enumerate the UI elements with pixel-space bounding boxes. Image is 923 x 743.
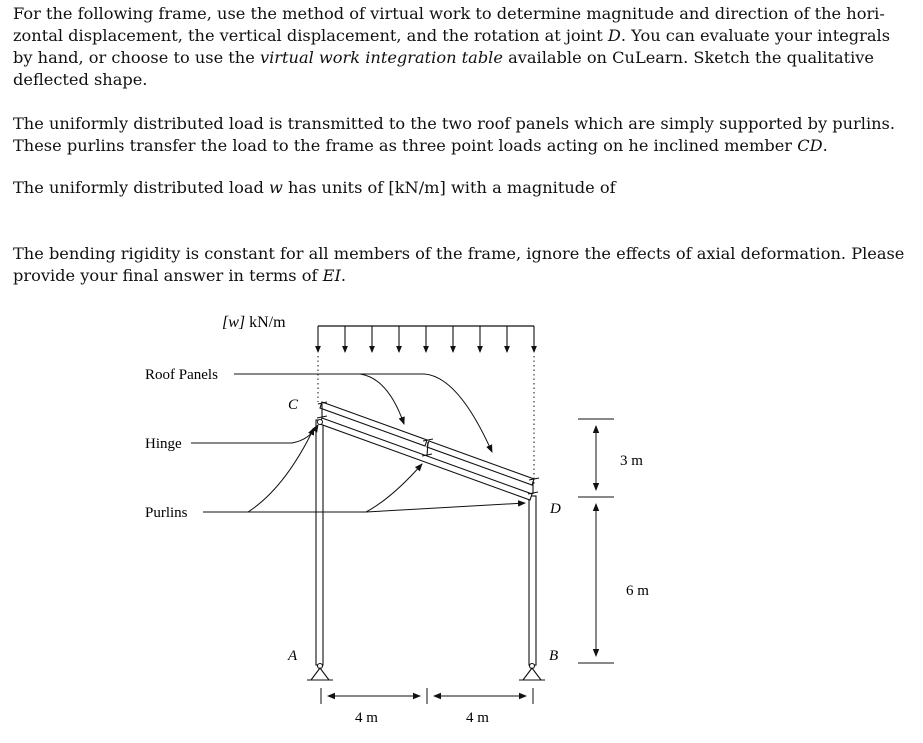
column-ac — [316, 420, 323, 665]
p1-line-4: deflected shape. — [13, 70, 148, 89]
roof-panels-leader-1 — [234, 374, 404, 424]
purlins-leader-1 — [203, 428, 314, 512]
integration-table-ref: virtual work integration table — [259, 48, 503, 67]
p1-line-2-a: zontal displacement, the vertical displacement, and the rotation at joint — [13, 26, 608, 45]
joint-d-ref: D — [607, 26, 621, 45]
p2-line-1: The uniformly distributed load is transmitted to the two roof panels which are simply supported by purlins. — [13, 114, 896, 133]
horizontal-dimensions — [321, 688, 533, 704]
purlins-label: Purlins — [145, 505, 188, 521]
ei-symbol: EI — [322, 266, 341, 285]
joint-a-label: A — [288, 648, 298, 664]
support-b — [519, 664, 545, 681]
p1-line-3-c: available on CuLearn. Sketch the qualitative — [502, 48, 875, 67]
hinge-c — [318, 420, 323, 425]
joint-d-label: D — [550, 501, 561, 517]
roof-panels-label: Roof Panels — [145, 367, 218, 383]
column-ac-body — [316, 420, 323, 665]
p4-line-2-c: . — [340, 266, 346, 285]
p2-line-2-a: These purlins transfer the load to the frame as three point loads acting on he inclined member — [13, 136, 798, 155]
joint-c-label: C — [288, 397, 299, 413]
column-bd-body — [529, 496, 536, 665]
vertical-dimensions — [578, 419, 614, 663]
joint-b-label: B — [549, 648, 559, 664]
p3-a: The uniformly distributed load — [13, 178, 269, 197]
support-a — [307, 664, 333, 681]
column-bd — [529, 496, 536, 665]
hinge-callout — [145, 425, 318, 452]
p1-line-1: For the following frame, use the method of virtual work to determine magnitude and direction of the hori- — [13, 4, 885, 23]
dim-rise-label: 3 m — [620, 453, 643, 469]
support-b-triangle — [523, 668, 541, 680]
p2-line-2-c: . — [822, 136, 828, 155]
dim-span-left-label: 4 m — [355, 710, 378, 726]
load-arrows — [318, 326, 534, 352]
p1-line-2-c: . You can evaluate your integrals — [620, 26, 891, 45]
distributed-load — [222, 314, 534, 352]
p1-line-3-a: by hand, or choose to use the — [13, 48, 260, 67]
support-a-triangle — [311, 668, 329, 680]
hinge-leader — [191, 425, 318, 443]
p3-c: has units of [kN/m] with a magnitude of — [282, 178, 616, 197]
p4-line-2-a: provide your final answer in terms of — [13, 266, 323, 285]
hinge-label: Hinge — [145, 436, 182, 452]
p4-line-1: The bending rigidity is constant for all members of the frame, ignore the effects of axial deformation. Please — [13, 244, 905, 263]
load-label: [w] kN/m — [222, 314, 286, 331]
member-cd-ref: CD — [797, 136, 823, 155]
dim-span-right-label: 4 m — [466, 710, 489, 726]
purlins-leader-3 — [366, 503, 525, 512]
load-symbol-w: w — [269, 178, 283, 197]
inclined-member-cd — [320, 418, 532, 500]
dim-column-label: 6 m — [626, 583, 649, 599]
purlins-leader-2 — [248, 464, 422, 512]
